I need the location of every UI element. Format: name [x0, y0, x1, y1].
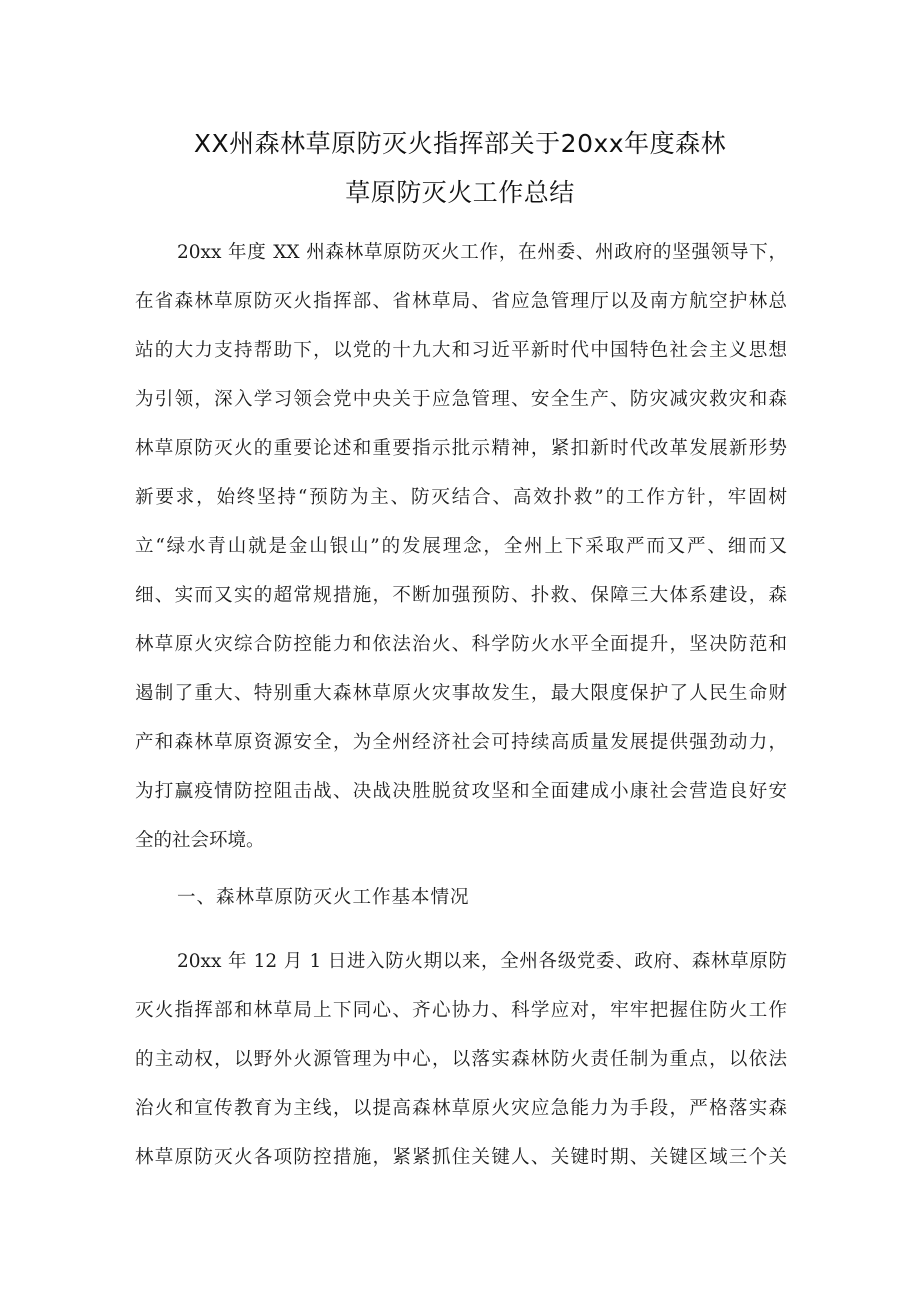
document-title-line-1: XX州森林草原防灭火指挥部关于20xx年度森林: [193, 129, 727, 158]
section-1-heading: 一、森林草原防灭火工作基本情况: [177, 887, 470, 908]
paragraph-1-line: 为打赢疫情防控阻击战、决战决胜脱贫攻坚和全面建成小康社会营造良好安: [135, 781, 787, 802]
paragraph-1-line: 新要求，始终坚持“预防为主、防灭结合、高效扑救”的工作方针，牢固树: [135, 487, 787, 508]
paragraph-2-line: 治火和宣传教育为主线，以提高森林草原火灾应急能力为手段，严格落实森: [135, 1098, 787, 1119]
paragraph-1-line: 20xx 年度 XX 州森林草原防灭火工作，在州委、州政府的坚强领导下，: [177, 242, 787, 263]
paragraph-2-line: 的主动权，以野外火源管理为中心，以落实森林防火责任制为重点，以依法: [135, 1049, 787, 1070]
paragraph-1-line: 在省森林草原防灭火指挥部、省林草局、省应急管理厅以及南方航空护林总: [135, 291, 787, 312]
paragraph-1-line: 遏制了重大、特别重大森林草原火灾事故发生，最大限度保护了人民生命财: [135, 683, 787, 704]
paragraph-1-line: 产和森林草原资源安全，为全州经济社会可持续高质量发展提供强劲动力，: [135, 732, 787, 753]
paragraph-2-line: 20xx 年 12 月 1 日进入防火期以来，全州各级党委、政府、森林草原防: [177, 951, 787, 972]
paragraph-1-line: 立“绿水青山就是金山银山”的发展理念，全州上下采取严而又严、细而又: [135, 536, 787, 557]
paragraph-2-line: 林草原防灭火各项防控措施，紧紧抓住关键人、关键时期、关键区域三个关: [135, 1147, 787, 1168]
paragraph-1-line: 站的大力支持帮助下，以党的十九大和习近平新时代中国特色社会主义思想: [135, 340, 787, 361]
document-title-line-2: 草原防灭火工作总结: [345, 178, 575, 207]
paragraph-1-line: 林草原防灭火的重要论述和重要指示批示精神，紧扣新时代改革发展新形势: [135, 438, 787, 459]
paragraph-1-line: 为引领，深入学习领会党中央关于应急管理、安全生产、防灾减灾救灾和森: [135, 389, 787, 410]
paragraph-1-line: 细、实而又实的超常规措施，不断加强预防、扑救、保障三大体系建设，森: [135, 585, 787, 606]
paragraph-2-line: 灭火指挥部和林草局上下同心、齐心协力、科学应对，牢牢把握住防火工作: [135, 1000, 787, 1021]
paragraph-1-line: 林草原火灾综合防控能力和依法治火、科学防火水平全面提升，坚决防范和: [135, 634, 787, 655]
paragraph-1-line: 全的社会环境。: [135, 830, 265, 851]
